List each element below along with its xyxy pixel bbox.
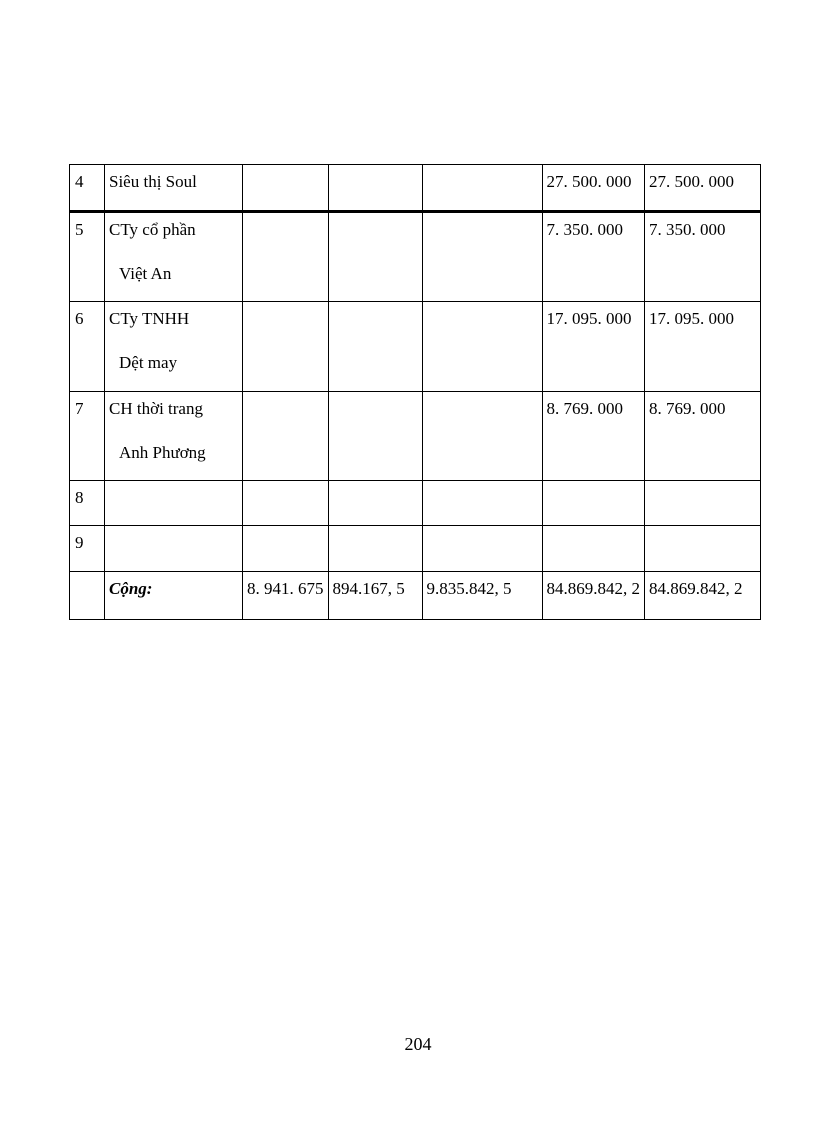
cell-col5 — [422, 165, 542, 212]
total-row-number — [70, 572, 105, 620]
cell-col5 — [422, 392, 542, 481]
cell-col7 — [645, 526, 761, 572]
cell-col5 — [422, 302, 542, 392]
row-number: 7 — [70, 392, 105, 481]
customer-name — [105, 212, 243, 302]
cell-col7: 8. 769. 000 — [645, 392, 761, 481]
customer-name — [105, 165, 243, 212]
cell-col4 — [328, 212, 422, 302]
cell-col4 — [328, 302, 422, 392]
row-number: 9 — [70, 526, 105, 572]
table-row — [70, 212, 761, 302]
cell-col3 — [243, 212, 329, 302]
customer-name-line1: CTy cổ phần — [109, 220, 196, 239]
cell-col4 — [328, 526, 422, 572]
total-col5: 9.835.842, 5 — [422, 572, 542, 620]
table-row — [70, 165, 761, 212]
row-number: 4 — [70, 165, 105, 212]
cell-col6 — [542, 526, 645, 572]
row-number: 6 — [70, 302, 105, 392]
cell-col6 — [542, 481, 645, 526]
cell-col6: 27. 500. 000 — [542, 165, 645, 212]
cell-col3 — [243, 302, 329, 392]
cell-col4 — [328, 392, 422, 481]
cell-col3 — [243, 526, 329, 572]
cell-col5 — [422, 481, 542, 526]
customer-name — [105, 526, 243, 572]
page-number: 204 — [404, 1034, 432, 1054]
customer-name-line1: CH thời trang — [109, 399, 203, 418]
table-row — [70, 392, 761, 481]
table-row — [70, 526, 761, 572]
ledger-table — [69, 164, 761, 620]
cell-col3 — [243, 165, 329, 212]
customer-name — [105, 392, 243, 481]
cell-col7 — [645, 481, 761, 526]
cell-col6: 7. 350. 000 — [542, 212, 645, 302]
cell-col6: 8. 769. 000 — [542, 392, 645, 481]
total-col7: 84.869.842, 2 — [645, 572, 761, 620]
row-number: 5 — [70, 212, 105, 302]
total-col3: 8. 941. 675 — [243, 572, 329, 620]
total-col6: 84.869.842, 2 — [542, 572, 645, 620]
customer-name — [105, 481, 243, 526]
total-label: Cộng: — [105, 572, 243, 620]
table-row — [70, 481, 761, 526]
cell-col4 — [328, 481, 422, 526]
customer-name-line2: Dệt may — [119, 353, 178, 372]
cell-col3 — [243, 392, 329, 481]
cell-col7: 27. 500. 000 — [645, 165, 761, 212]
row-number: 8 — [70, 481, 105, 526]
cell-col7: 17. 095. 000 — [645, 302, 761, 392]
total-row — [70, 572, 761, 620]
customer-name-line2: Việt An — [119, 264, 172, 283]
cell-col4 — [328, 165, 422, 212]
total-col4: 894.167, 5 — [328, 572, 422, 620]
customer-name-line2: Anh Phương — [119, 443, 206, 462]
cell-col6: 17. 095. 000 — [542, 302, 645, 392]
customer-name — [105, 302, 243, 392]
cell-col7: 7. 350. 000 — [645, 212, 761, 302]
cell-col5 — [422, 212, 542, 302]
table-row — [70, 302, 761, 392]
customer-name-line1: Siêu thị Soul — [109, 172, 197, 191]
cell-col5 — [422, 526, 542, 572]
customer-name-line1: CTy TNHH — [109, 309, 190, 328]
cell-col3 — [243, 481, 329, 526]
